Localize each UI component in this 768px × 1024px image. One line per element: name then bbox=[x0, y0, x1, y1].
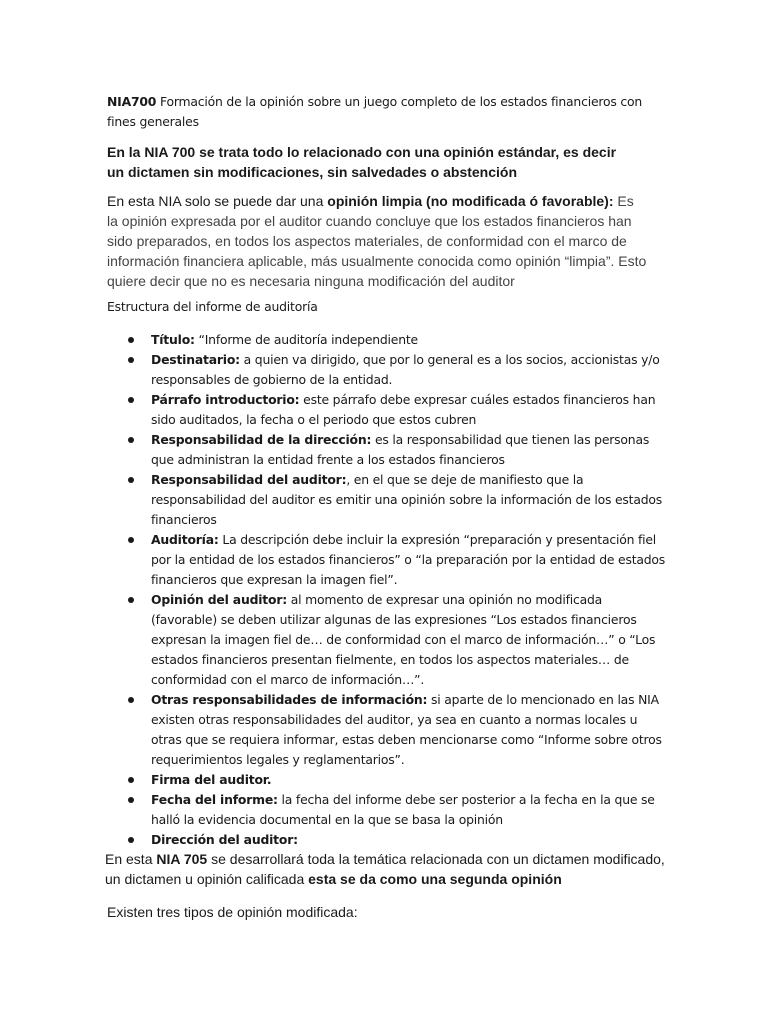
structure-title bbox=[107, 297, 667, 317]
item-text: es la responsabilidad que tienen las personas que administran la entidad frente a los estados financieros bbox=[151, 432, 650, 467]
nia705-code: NIA 705 bbox=[156, 851, 208, 867]
heading-code: NIA700 bbox=[107, 94, 157, 109]
item-text: a quien va dirigido, que por lo general es a los socios, accionistas y/o responsables de gobierno de la entidad. bbox=[151, 352, 660, 387]
nia705-paragraph bbox=[105, 849, 680, 889]
list-item bbox=[127, 690, 667, 770]
item-label: Título: bbox=[151, 332, 195, 347]
item-text: si aparte de lo mencionado en las NIA existen otras responsabilidades del auditor, ya sea en cuanto a normas locales u otras que se requiera informar, estas deben mencionarse como “Informe sobre otros requerimientos legales y reglamentarios”. bbox=[151, 692, 662, 767]
intro-text: En la NIA 700 se trata todo lo relacionado con una opinión estándar, es decir un dictamen sin modificaciones, sin salvedades o abstención bbox=[107, 144, 617, 180]
intro-paragraph bbox=[107, 142, 627, 182]
list-item bbox=[127, 350, 667, 390]
item-label: Responsabilidad de la dirección: bbox=[151, 432, 372, 447]
nia705-text: se desarrollará toda la temática relacionada con un dictamen modificado, un dictamen u opinión calificada bbox=[105, 851, 665, 887]
item-text: “Informe de auditoría independiente bbox=[194, 332, 418, 347]
item-text: al momento de expresar una opinión no modificada (favorable) se deben utilizar algunas de las expresiones “Los estados financieros expresan la imagen fiel de… de conformidad con el marco de información…” o “Los estados financieros presentan fielmente, en todos los aspectos materiales… de conformidad con el marco de información…”. bbox=[151, 592, 656, 687]
item-label: Opinión del auditor: bbox=[151, 592, 287, 607]
list-item bbox=[127, 530, 667, 590]
list-item bbox=[127, 430, 667, 470]
structure-title-text: Estructura del informe de auditoría bbox=[107, 299, 318, 314]
clean-opinion-type: (no modificada ó favorable): bbox=[422, 193, 614, 209]
item-text: , en el que se deje de manifiesto que la responsabilidad del auditor es emitir una opinión sobre la información de los estados financieros bbox=[151, 472, 663, 527]
item-label: Firma del auditor. bbox=[151, 772, 272, 787]
modified-types-text: Existen tres tipos de opinión modificada: bbox=[107, 904, 358, 920]
document-heading bbox=[107, 92, 667, 132]
list-item bbox=[127, 790, 667, 830]
list-item bbox=[127, 830, 667, 850]
nia705-prefix: En esta bbox=[105, 851, 157, 867]
modified-types-title bbox=[107, 902, 667, 922]
item-text: este párrafo debe expresar cuáles estados financieros han sido auditados, la fecha o el periodo que estos cubren bbox=[151, 392, 656, 427]
item-text: la fecha del informe debe ser posterior a la fecha en la que se halló la evidencia documental en la que se basa la opinión bbox=[151, 792, 655, 827]
clean-opinion-prefix: En esta NIA solo se puede dar una bbox=[107, 193, 328, 209]
item-label: Dirección del auditor: bbox=[151, 832, 298, 847]
clean-opinion-paragraph bbox=[107, 191, 647, 291]
list-item bbox=[127, 330, 667, 350]
report-structure-list bbox=[127, 330, 667, 850]
clean-opinion-bold: opinión limpia bbox=[327, 193, 423, 209]
item-label: Fecha del informe: bbox=[151, 792, 278, 807]
item-label: Otras responsabilidades de información: bbox=[151, 692, 428, 707]
item-label: Párrafo introductorio: bbox=[151, 392, 300, 407]
nia705-emphasis: esta se da como una segunda opinión bbox=[308, 871, 562, 887]
item-label: Responsabilidad del auditor: bbox=[151, 472, 347, 487]
list-item bbox=[127, 470, 667, 530]
list-item bbox=[127, 770, 667, 790]
heading-text: Formación de la opinión sobre un juego completo de los estados financieros con fines generales bbox=[107, 94, 643, 129]
item-label: Auditoría: bbox=[151, 532, 219, 547]
clean-opinion-definition: Es la opinión expresada por el auditor cuando concluye que los estados financieros han sido preparados, en todos los aspectos materiales, de conformidad con el marco de información financiera aplicable, más usualmente conocida como opinión “limpia”. Esto quiere decir que no es necesaria ninguna modificación del auditor bbox=[107, 193, 647, 289]
list-item bbox=[127, 390, 667, 430]
list-item bbox=[127, 590, 667, 690]
item-label: Destinatario: bbox=[151, 352, 240, 367]
item-text: La descripción debe incluir la expresión “preparación y presentación fiel por la entidad de los estados financieros” o “la preparación por la entidad de estados financieros que expresan la imagen fiel”. bbox=[151, 532, 666, 587]
